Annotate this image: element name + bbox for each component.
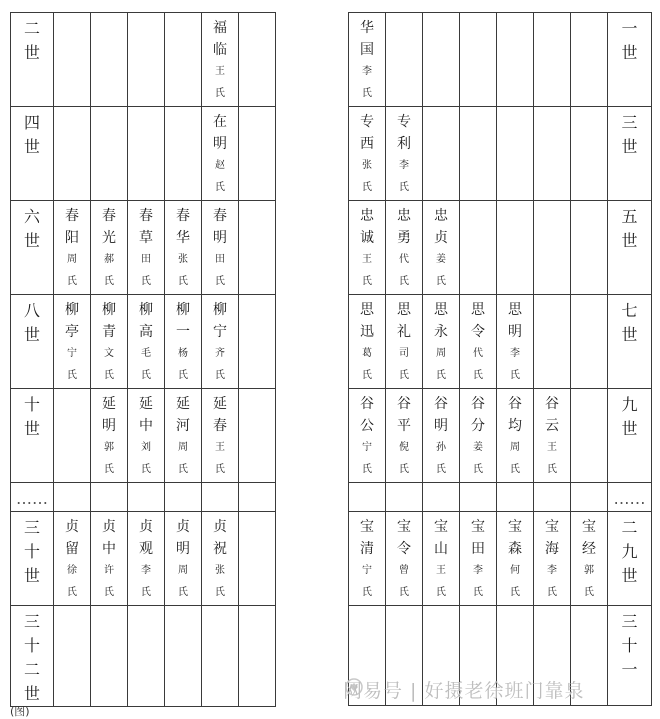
name-cell bbox=[460, 389, 497, 483]
name-cell bbox=[91, 483, 128, 512]
generation-label bbox=[11, 107, 54, 201]
name-cell bbox=[128, 483, 165, 512]
generation-label bbox=[608, 201, 652, 295]
generation-text: 二 九 世 bbox=[621, 518, 638, 585]
spouse-surname: 刘 氏 bbox=[141, 442, 151, 475]
given-name: 春 阳 bbox=[65, 208, 79, 246]
name-cell bbox=[571, 512, 608, 606]
name-cell bbox=[349, 107, 386, 201]
generation-row bbox=[349, 13, 652, 107]
given-name: 福 临 bbox=[213, 20, 227, 58]
generation-row bbox=[11, 13, 276, 107]
given-name: 宝 森 bbox=[508, 519, 522, 557]
name-cell bbox=[54, 606, 91, 707]
name-cell bbox=[239, 389, 276, 483]
generation-label bbox=[608, 389, 652, 483]
footer-cutoff-text: (图) bbox=[10, 705, 30, 718]
given-name: 贞 祝 bbox=[213, 519, 227, 557]
given-name: 宝 田 bbox=[471, 519, 485, 557]
name-cell bbox=[54, 201, 91, 295]
given-name: 忠 勇 bbox=[397, 208, 411, 246]
name-cell bbox=[239, 107, 276, 201]
given-name: 谷 分 bbox=[471, 396, 485, 434]
spouse-surname: 杨 氏 bbox=[178, 348, 188, 381]
spouse-surname: 孙 氏 bbox=[436, 442, 446, 475]
name-cell bbox=[386, 295, 423, 389]
generation-row bbox=[11, 201, 276, 295]
given-name: 宝 清 bbox=[360, 519, 374, 557]
name-cell bbox=[91, 201, 128, 295]
given-name: 春 华 bbox=[176, 208, 190, 246]
spouse-surname: 郭 氏 bbox=[584, 565, 594, 598]
spouse-surname: 文 氏 bbox=[104, 348, 114, 381]
name-cell bbox=[349, 389, 386, 483]
generation-row bbox=[349, 389, 652, 483]
name-cell bbox=[349, 512, 386, 606]
generation-label bbox=[608, 512, 652, 606]
generation-label bbox=[11, 512, 54, 606]
generation-text: 四 世 bbox=[23, 113, 40, 156]
name-cell bbox=[54, 13, 91, 107]
generation-label bbox=[11, 389, 54, 483]
spouse-surname: 何 氏 bbox=[510, 565, 520, 598]
given-name: 宝 经 bbox=[582, 519, 596, 557]
spouse-surname: 王 氏 bbox=[215, 442, 225, 475]
name-cell bbox=[202, 107, 239, 201]
name-cell bbox=[386, 512, 423, 606]
name-cell bbox=[460, 483, 497, 512]
name-cell bbox=[91, 389, 128, 483]
spouse-surname: 李 氏 bbox=[399, 160, 409, 193]
name-cell bbox=[165, 295, 202, 389]
name-cell bbox=[54, 295, 91, 389]
name-cell bbox=[423, 483, 460, 512]
spouse-surname: 郭 氏 bbox=[104, 442, 114, 475]
given-name: 柳 青 bbox=[102, 302, 116, 340]
name-cell bbox=[534, 107, 571, 201]
spouse-surname: 姜 氏 bbox=[473, 442, 483, 475]
spouse-surname: 王 氏 bbox=[436, 565, 446, 598]
name-cell bbox=[128, 107, 165, 201]
generation-text: …… bbox=[613, 489, 646, 508]
name-cell bbox=[534, 295, 571, 389]
name-cell bbox=[497, 512, 534, 606]
spouse-surname: 李 氏 bbox=[473, 565, 483, 598]
spouse-surname: 李 氏 bbox=[362, 66, 372, 99]
generation-label bbox=[11, 13, 54, 107]
generation-label bbox=[11, 201, 54, 295]
name-cell bbox=[571, 107, 608, 201]
spouse-surname: 李 氏 bbox=[141, 565, 151, 598]
spouse-surname: 许 氏 bbox=[104, 565, 114, 598]
generation-text: 一 世 bbox=[621, 19, 638, 62]
name-cell bbox=[497, 295, 534, 389]
generation-row bbox=[11, 512, 276, 606]
name-cell bbox=[91, 295, 128, 389]
name-cell bbox=[460, 295, 497, 389]
generation-label bbox=[608, 107, 652, 201]
spouse-surname: 周 氏 bbox=[510, 442, 520, 475]
spouse-surname: 周 氏 bbox=[178, 565, 188, 598]
spouse-surname: 周 氏 bbox=[436, 348, 446, 381]
name-cell bbox=[349, 295, 386, 389]
spouse-surname: 郝 氏 bbox=[104, 254, 114, 287]
generation-row bbox=[349, 512, 652, 606]
spouse-surname: 毛 氏 bbox=[141, 348, 151, 381]
name-cell bbox=[534, 483, 571, 512]
name-cell bbox=[349, 483, 386, 512]
generation-label bbox=[11, 483, 54, 512]
name-cell bbox=[202, 201, 239, 295]
given-name: 春 明 bbox=[213, 208, 227, 246]
name-cell bbox=[497, 389, 534, 483]
given-name: 延 明 bbox=[102, 396, 116, 434]
generation-row bbox=[11, 107, 276, 201]
given-name: 柳 亭 bbox=[65, 302, 79, 340]
name-cell bbox=[386, 201, 423, 295]
name-cell bbox=[128, 512, 165, 606]
watermark-text: 网易号 | 好摄老徐班门靠泉 bbox=[343, 680, 585, 702]
spouse-surname: 宁 氏 bbox=[362, 565, 372, 598]
name-cell bbox=[202, 295, 239, 389]
generation-text: 六 世 bbox=[23, 207, 40, 250]
spouse-surname: 张 氏 bbox=[215, 565, 225, 598]
name-cell bbox=[571, 201, 608, 295]
name-cell bbox=[349, 201, 386, 295]
name-cell bbox=[423, 295, 460, 389]
generation-text: 三 十 二 世 bbox=[23, 612, 40, 703]
given-name: 延 河 bbox=[176, 396, 190, 434]
name-cell bbox=[423, 512, 460, 606]
given-name: 忠 诚 bbox=[360, 208, 374, 246]
generation-label bbox=[608, 606, 652, 706]
generation-label bbox=[608, 295, 652, 389]
name-cell bbox=[165, 606, 202, 707]
given-name: 宝 山 bbox=[434, 519, 448, 557]
name-cell bbox=[497, 483, 534, 512]
name-cell bbox=[202, 483, 239, 512]
spouse-surname: 赵 氏 bbox=[215, 160, 225, 193]
generation-text: 三 十 一 bbox=[621, 612, 638, 679]
given-name: 延 春 bbox=[213, 396, 227, 434]
spouse-surname: 张 氏 bbox=[362, 160, 372, 193]
generation-label bbox=[11, 295, 54, 389]
name-cell bbox=[128, 389, 165, 483]
right-genealogy-table bbox=[348, 12, 652, 706]
name-cell bbox=[423, 107, 460, 201]
spouse-surname: 曾 氏 bbox=[399, 565, 409, 598]
given-name: 贞 中 bbox=[102, 519, 116, 557]
name-cell bbox=[54, 389, 91, 483]
name-cell bbox=[239, 483, 276, 512]
given-name: 忠 贞 bbox=[434, 208, 448, 246]
name-cell bbox=[239, 295, 276, 389]
name-cell bbox=[497, 107, 534, 201]
left-genealogy-table bbox=[10, 12, 276, 707]
generation-text: …… bbox=[16, 489, 48, 508]
name-cell bbox=[54, 512, 91, 606]
generation-label bbox=[11, 606, 54, 707]
spouse-surname: 周 氏 bbox=[67, 254, 77, 287]
given-name: 柳 高 bbox=[139, 302, 153, 340]
generation-label bbox=[608, 13, 652, 107]
given-name: 专 西 bbox=[360, 114, 374, 152]
given-name: 谷 平 bbox=[397, 396, 411, 434]
generation-text: 十 世 bbox=[23, 395, 40, 438]
spouse-surname: 张 氏 bbox=[178, 254, 188, 287]
given-name: 思 迅 bbox=[360, 302, 374, 340]
name-cell bbox=[54, 107, 91, 201]
spouse-surname: 田 氏 bbox=[141, 254, 151, 287]
generation-text: 九 世 bbox=[621, 395, 638, 438]
given-name: 贞 留 bbox=[65, 519, 79, 557]
spouse-surname: 倪 氏 bbox=[399, 442, 409, 475]
name-cell bbox=[460, 13, 497, 107]
generation-text: 五 世 bbox=[621, 207, 638, 250]
name-cell bbox=[202, 13, 239, 107]
name-cell bbox=[165, 512, 202, 606]
given-name: 专 利 bbox=[397, 114, 411, 152]
given-name: 思 令 bbox=[471, 302, 485, 340]
name-cell bbox=[128, 295, 165, 389]
name-cell bbox=[571, 295, 608, 389]
given-name: 贞 明 bbox=[176, 519, 190, 557]
name-cell bbox=[128, 13, 165, 107]
name-cell bbox=[460, 107, 497, 201]
spouse-surname: 田 氏 bbox=[215, 254, 225, 287]
ellipsis-row bbox=[349, 483, 652, 512]
name-cell bbox=[91, 13, 128, 107]
generation-text: 三 十 世 bbox=[23, 518, 40, 585]
name-cell bbox=[239, 606, 276, 707]
given-name: 思 礼 bbox=[397, 302, 411, 340]
name-cell bbox=[571, 483, 608, 512]
name-cell bbox=[91, 512, 128, 606]
generation-row bbox=[349, 295, 652, 389]
name-cell bbox=[497, 13, 534, 107]
name-cell bbox=[349, 13, 386, 107]
spouse-surname: 李 氏 bbox=[547, 565, 557, 598]
name-cell bbox=[239, 201, 276, 295]
name-cell bbox=[534, 512, 571, 606]
given-name: 春 草 bbox=[139, 208, 153, 246]
name-cell bbox=[534, 13, 571, 107]
name-cell bbox=[423, 389, 460, 483]
spouse-surname: 司 氏 bbox=[399, 348, 409, 381]
name-cell bbox=[91, 107, 128, 201]
given-name: 谷 云 bbox=[545, 396, 559, 434]
name-cell bbox=[423, 13, 460, 107]
name-cell bbox=[128, 201, 165, 295]
generation-row bbox=[349, 107, 652, 201]
generation-row bbox=[11, 606, 276, 707]
given-name: 思 明 bbox=[508, 302, 522, 340]
given-name: 延 中 bbox=[139, 396, 153, 434]
name-cell bbox=[239, 512, 276, 606]
spouse-surname: 姜 氏 bbox=[436, 254, 446, 287]
spouse-surname: 葛 氏 bbox=[362, 348, 372, 381]
name-cell bbox=[423, 201, 460, 295]
spouse-surname: 宁 氏 bbox=[362, 442, 372, 475]
spouse-surname: 徐 氏 bbox=[67, 565, 77, 598]
name-cell bbox=[386, 389, 423, 483]
generation-row bbox=[11, 389, 276, 483]
generation-row bbox=[349, 201, 652, 295]
name-cell bbox=[165, 201, 202, 295]
name-cell bbox=[571, 389, 608, 483]
spouse-surname: 王 氏 bbox=[215, 66, 225, 99]
generation-row bbox=[11, 295, 276, 389]
spouse-surname: 宁 氏 bbox=[67, 348, 77, 381]
given-name: 华 国 bbox=[360, 20, 374, 58]
name-cell bbox=[165, 483, 202, 512]
name-cell bbox=[202, 512, 239, 606]
name-cell bbox=[239, 13, 276, 107]
generation-text: 三 世 bbox=[621, 113, 638, 156]
name-cell bbox=[497, 201, 534, 295]
given-name: 思 永 bbox=[434, 302, 448, 340]
name-cell bbox=[91, 606, 128, 707]
given-name: 谷 均 bbox=[508, 396, 522, 434]
name-cell bbox=[165, 107, 202, 201]
name-cell bbox=[460, 512, 497, 606]
given-name: 宝 令 bbox=[397, 519, 411, 557]
name-cell bbox=[202, 606, 239, 707]
name-cell bbox=[165, 389, 202, 483]
spouse-surname: 周 氏 bbox=[178, 442, 188, 475]
given-name: 柳 宁 bbox=[213, 302, 227, 340]
generation-label bbox=[608, 483, 652, 512]
name-cell bbox=[534, 389, 571, 483]
name-cell bbox=[534, 201, 571, 295]
given-name: 春 光 bbox=[102, 208, 116, 246]
name-cell bbox=[165, 13, 202, 107]
name-cell bbox=[386, 107, 423, 201]
name-cell bbox=[386, 13, 423, 107]
given-name: 谷 明 bbox=[434, 396, 448, 434]
name-cell bbox=[202, 389, 239, 483]
name-cell bbox=[128, 606, 165, 707]
generation-text: 七 世 bbox=[621, 301, 638, 344]
generation-text: 八 世 bbox=[23, 301, 40, 344]
given-name: 谷 公 bbox=[360, 396, 374, 434]
name-cell bbox=[460, 201, 497, 295]
given-name: 贞 观 bbox=[139, 519, 153, 557]
name-cell bbox=[386, 483, 423, 512]
spouse-surname: 王 氏 bbox=[547, 442, 557, 475]
given-name: 宝 海 bbox=[545, 519, 559, 557]
given-name: 柳 一 bbox=[176, 302, 190, 340]
name-cell bbox=[54, 483, 91, 512]
ellipsis-row bbox=[11, 483, 276, 512]
spouse-surname: 代 氏 bbox=[399, 254, 409, 287]
spouse-surname: 齐 氏 bbox=[215, 348, 225, 381]
generation-text: 二 世 bbox=[23, 19, 40, 62]
given-name: 在 明 bbox=[213, 114, 227, 152]
spouse-surname: 王 氏 bbox=[362, 254, 372, 287]
name-cell bbox=[571, 13, 608, 107]
spouse-surname: 代 氏 bbox=[473, 348, 483, 381]
spouse-surname: 李 氏 bbox=[510, 348, 520, 381]
